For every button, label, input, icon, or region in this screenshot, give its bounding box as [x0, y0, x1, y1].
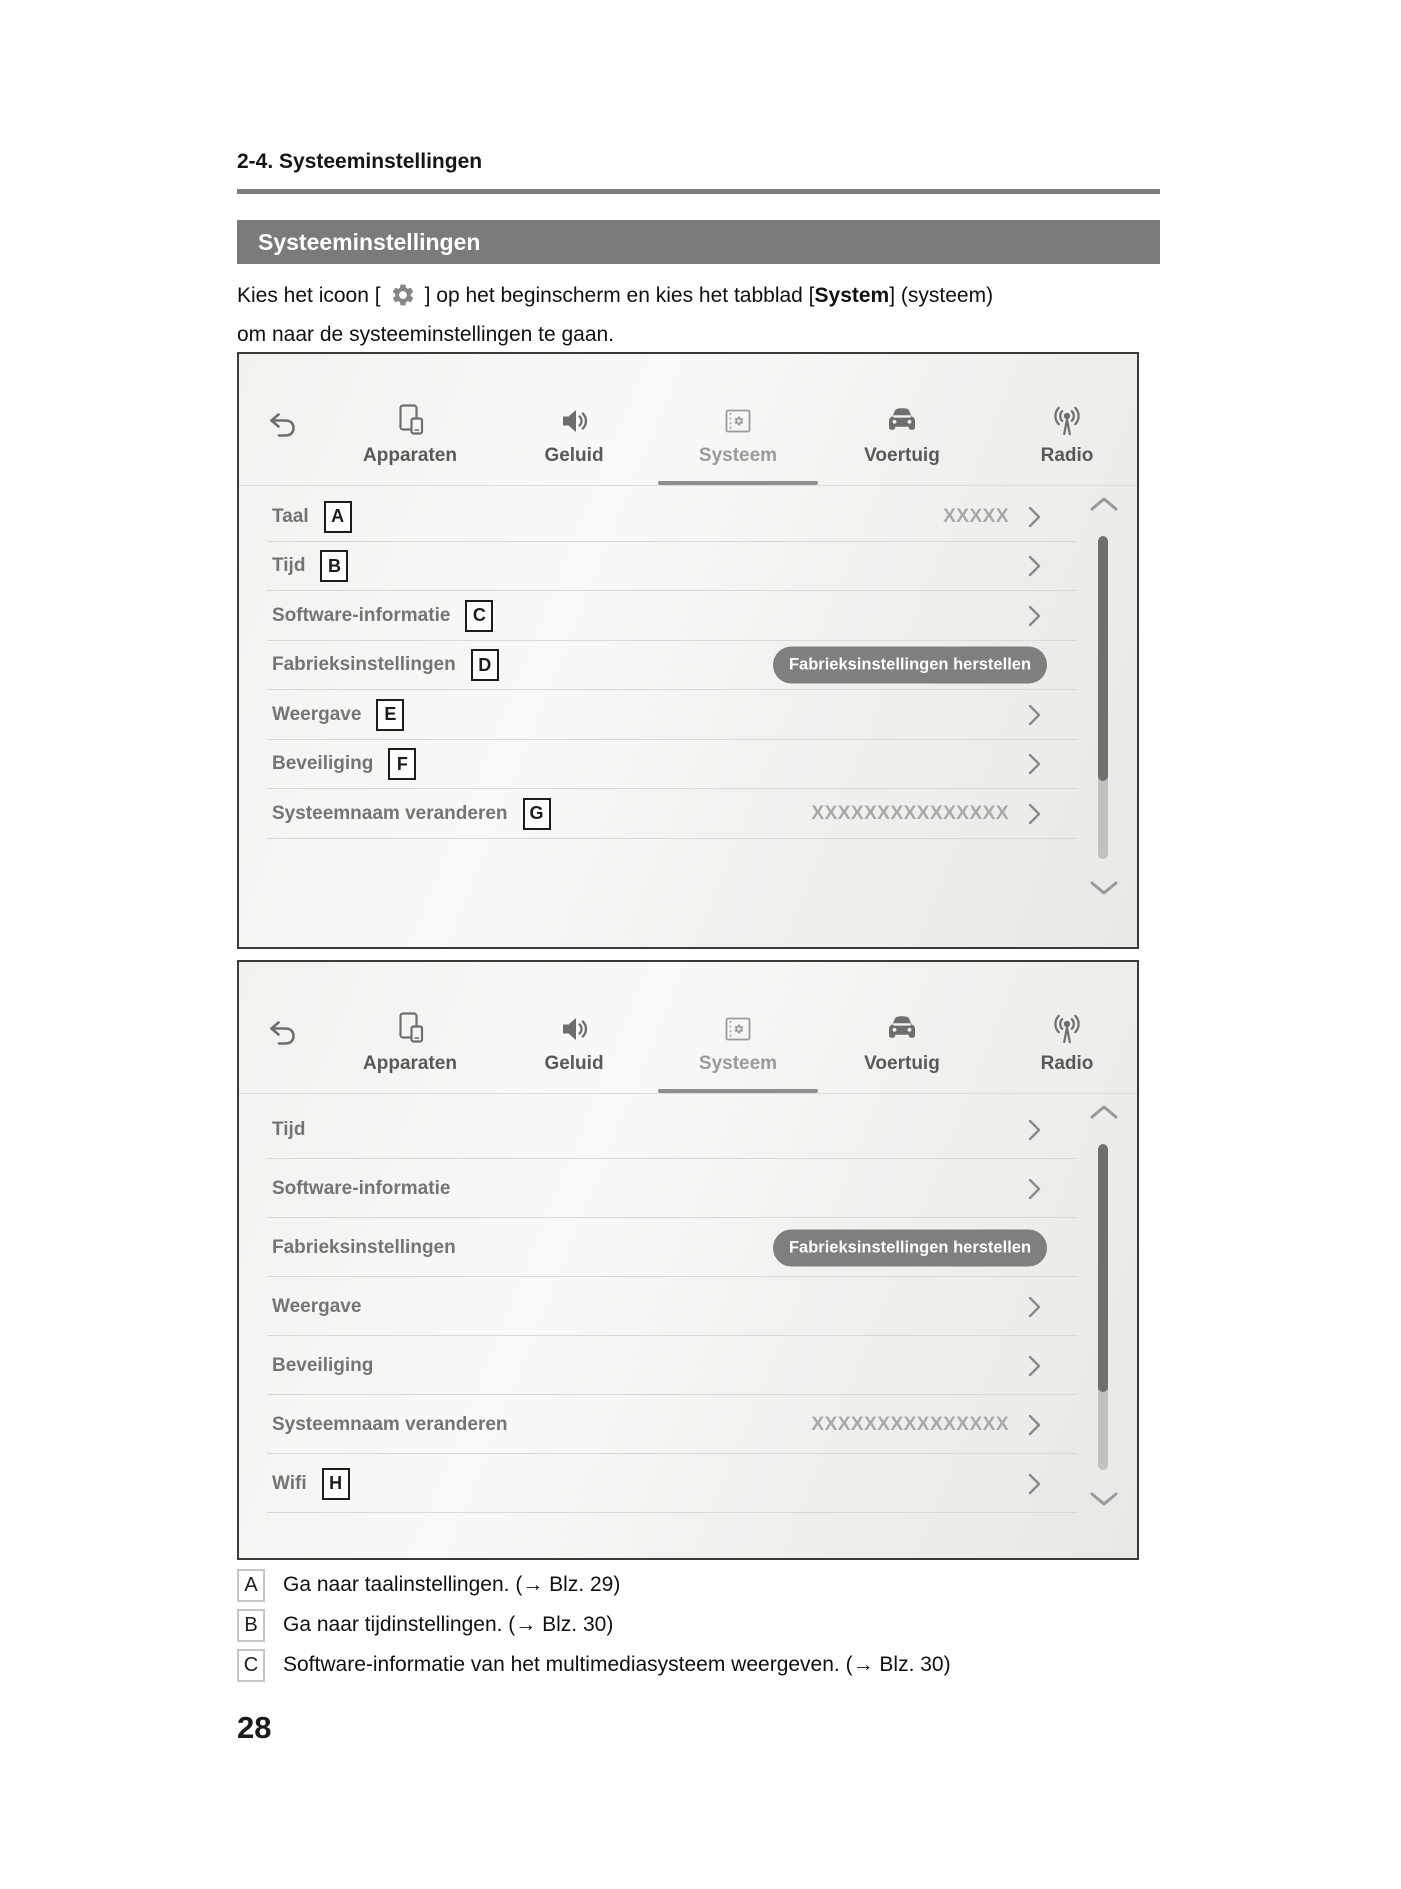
chevron-right-icon — [1028, 753, 1041, 775]
page-title: Systeeminstellingen — [258, 228, 481, 255]
marker-box-f: F — [388, 748, 416, 780]
row-label: Wifi — [272, 1472, 307, 1494]
section-divider — [237, 189, 1160, 194]
legend-row-b — [237, 1608, 951, 1642]
row-value: XXXXXXXXXXXXXXX — [811, 802, 1009, 824]
row-value: XXXXX — [943, 505, 1009, 527]
settings-list — [239, 492, 1137, 839]
row-software-informatie[interactable] — [239, 1159, 1137, 1218]
chevron-right-icon — [1028, 605, 1041, 627]
chevron-up-icon — [1089, 1108, 1119, 1123]
back-arrow-icon — [265, 1042, 301, 1057]
row-wifi[interactable] — [239, 1454, 1137, 1513]
tab-label: Radio — [1040, 445, 1094, 466]
scroll-down-button[interactable] — [1089, 1491, 1119, 1510]
scroll-up-button[interactable] — [1089, 1104, 1119, 1123]
scroll-down-button[interactable] — [1089, 880, 1119, 899]
tab-label: Radio — [1040, 1053, 1094, 1074]
row-weergave[interactable] — [239, 690, 1137, 740]
row-label: Tijd — [272, 1118, 306, 1140]
legend-text: Software-informatie van het multimediasysteem weergeven. (→ Blz. 30) — [283, 1653, 951, 1676]
chevron-right-icon — [1028, 1473, 1041, 1495]
row-label: Beveiliging — [272, 753, 374, 775]
marker-box-e: E — [376, 699, 404, 731]
tab-label: Geluid — [544, 1053, 604, 1074]
scroll-up-button[interactable] — [1089, 496, 1119, 515]
scroll-thumb[interactable] — [1098, 1144, 1108, 1392]
marker-box-c: C — [465, 600, 493, 632]
legend-text: Ga naar taalinstellingen. (→ Blz. 29) — [283, 1573, 621, 1596]
tab-label: Apparaten — [363, 1053, 457, 1074]
screenshot-settings-top — [237, 352, 1139, 949]
system-icon — [658, 398, 818, 438]
legend-row-c — [237, 1648, 951, 1682]
row-fabrieksinstellingen[interactable] — [239, 641, 1137, 691]
row-label: Software-informatie — [272, 1177, 451, 1199]
scroll-track[interactable] — [1098, 536, 1108, 859]
scrollbar[interactable] — [1089, 962, 1117, 1558]
tab-geluid[interactable] — [494, 1006, 654, 1075]
intro-tab-reference: System — [814, 284, 890, 307]
row-tijd[interactable] — [239, 542, 1137, 592]
tab-label: Apparaten — [363, 445, 457, 466]
row-label: Weergave — [272, 1295, 362, 1317]
row-fabrieksinstellingen[interactable] — [239, 1218, 1137, 1277]
row-weergave[interactable] — [239, 1277, 1137, 1336]
tab-voertuig[interactable] — [822, 398, 982, 467]
intro-text: ] op het beginscherm en kies het tabblad [ — [424, 284, 815, 307]
row-value: XXXXXXXXXXXXXXX — [811, 1413, 1009, 1435]
row-label: Fabrieksinstellingen — [272, 654, 456, 676]
row-beveiliging[interactable] — [239, 1336, 1137, 1395]
chevron-right-icon — [1028, 1178, 1041, 1200]
tab-apparaten[interactable] — [330, 398, 490, 467]
active-tab-underline — [658, 1089, 818, 1093]
gear-icon — [390, 282, 416, 318]
tab-systeem[interactable] — [658, 398, 818, 467]
tab-label: Systeem — [698, 1053, 778, 1074]
chevron-up-icon — [1089, 500, 1119, 515]
intro-paragraph — [237, 279, 1197, 351]
chevron-right-icon — [1028, 1355, 1041, 1377]
page-number: 28 — [237, 1710, 272, 1745]
row-systeemnaam-veranderen[interactable] — [239, 1395, 1137, 1454]
devices-icon — [330, 398, 490, 438]
legend — [237, 1568, 951, 1688]
chevron-right-icon — [1028, 704, 1041, 726]
row-label: Systeemnaam veranderen — [272, 1413, 508, 1435]
row-label: Tijd — [272, 555, 306, 577]
tab-bar — [239, 354, 1137, 486]
tab-label: Voertuig — [864, 445, 940, 466]
row-label: Taal — [272, 505, 309, 527]
tab-geluid[interactable] — [494, 398, 654, 467]
legend-text: Ga naar tijdinstellingen. (→ Blz. 30) — [283, 1613, 614, 1636]
vehicle-icon — [822, 398, 982, 438]
intro-text: Kies het icoon [ — [237, 284, 381, 307]
chevron-right-icon — [1028, 506, 1041, 528]
chevron-down-icon — [1089, 1495, 1119, 1510]
chevron-down-icon — [1089, 884, 1119, 899]
marker-box-b: B — [320, 550, 348, 582]
sound-icon — [494, 1006, 654, 1046]
tab-bar — [239, 962, 1137, 1094]
legend-marker-c: C — [237, 1649, 265, 1682]
tab-voertuig[interactable] — [822, 1006, 982, 1075]
chevron-right-icon — [1028, 1296, 1041, 1318]
section-title-bar — [237, 220, 1160, 264]
back-button[interactable] — [265, 410, 301, 449]
scroll-thumb[interactable] — [1098, 536, 1108, 781]
factory-reset-button[interactable]: Fabrieksinstellingen herstellen — [773, 647, 1047, 684]
devices-icon — [330, 1006, 490, 1046]
row-label: Fabrieksinstellingen — [272, 1236, 456, 1258]
row-label: Systeemnaam veranderen — [272, 802, 508, 824]
back-button[interactable] — [265, 1018, 301, 1057]
chevron-right-icon — [1028, 555, 1041, 577]
chevron-right-icon — [1028, 1119, 1041, 1141]
marker-box-h: H — [322, 1468, 350, 1500]
factory-reset-button[interactable]: Fabrieksinstellingen herstellen — [773, 1229, 1047, 1266]
tab-label: Systeem — [698, 445, 778, 466]
scroll-track[interactable] — [1098, 1144, 1108, 1470]
marker-box-d: D — [471, 649, 499, 681]
row-beveiliging[interactable] — [239, 740, 1137, 790]
tab-apparaten[interactable] — [330, 1006, 490, 1075]
back-arrow-icon — [265, 434, 301, 449]
vehicle-icon — [822, 1006, 982, 1046]
row-label: Software-informatie — [272, 604, 451, 626]
row-taal[interactable] — [239, 492, 1137, 542]
legend-row-a — [237, 1568, 951, 1602]
chevron-right-icon — [1028, 1414, 1041, 1436]
marker-box-a: A — [324, 501, 352, 533]
legend-marker-b: B — [237, 1609, 265, 1642]
tab-label: Voertuig — [864, 1053, 940, 1074]
screenshot-settings-scrolled — [237, 960, 1139, 1560]
legend-marker-a: A — [237, 1569, 265, 1602]
tab-systeem[interactable] — [658, 1006, 818, 1075]
intro-text-line2: om naar de systeeminstellingen te gaan. — [237, 323, 615, 346]
settings-list — [239, 1100, 1137, 1513]
scrollbar[interactable] — [1089, 354, 1117, 947]
row-software-informatie[interactable] — [239, 591, 1137, 641]
row-systeemnaam-veranderen[interactable] — [239, 789, 1137, 839]
tab-label: Geluid — [544, 445, 604, 466]
system-icon — [658, 1006, 818, 1046]
row-tijd[interactable] — [239, 1100, 1137, 1159]
sound-icon — [494, 398, 654, 438]
marker-box-g: G — [523, 798, 551, 830]
chevron-right-icon — [1028, 803, 1041, 825]
breadcrumb: 2-4. Systeeminstellingen — [237, 150, 483, 173]
row-label: Weergave — [272, 703, 362, 725]
active-tab-underline — [658, 481, 818, 485]
row-label: Beveiliging — [272, 1354, 374, 1376]
intro-text: ] (systeem) — [889, 284, 994, 307]
